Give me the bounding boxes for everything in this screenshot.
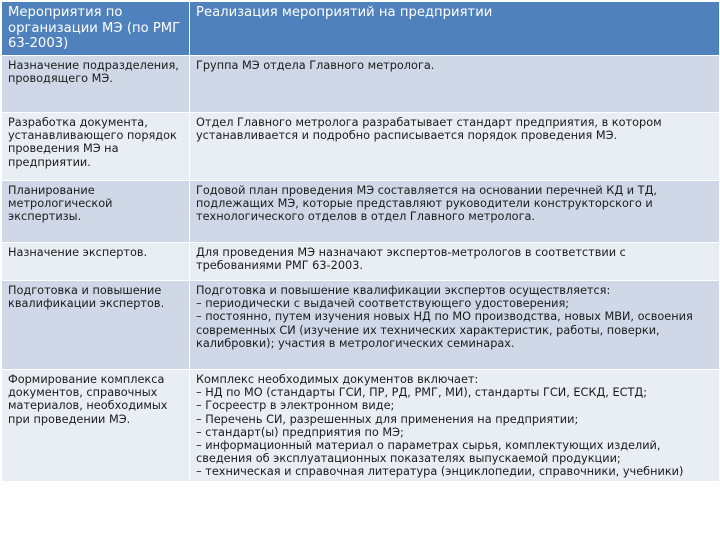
- implementation-line: – постоянно, путем изучения новых НД по МО производства, новых МВИ, освоения современных СИ (изучение их технических характеристик, работы, поверки, калибровки); участия в метрологических семинарах.: [196, 310, 693, 350]
- implementation-line: Для проведения МЭ назначают экспертов-метрологов в соответствии с требованиями РМГ 63-2003.: [196, 246, 626, 273]
- implementation-line: – НД по МО (стандарты ГСИ, ПР, РД, РМГ, МИ), стандарты ГСИ, ЕСКД, ЕСТД;: [196, 386, 648, 400]
- table-row: [2, 243, 720, 281]
- implementation-cell: [190, 243, 720, 281]
- implementation-line: – Перечень СИ, разрешенных для применения на предприятии;: [196, 412, 579, 426]
- table-row: [2, 370, 720, 482]
- activity-cell: Разработка документа, устанавливающего порядок проведения МЭ на предприятии.: [2, 113, 190, 181]
- activity-cell: Подготовка и повышение квалификации экспертов.: [2, 281, 190, 370]
- activity-cell: Формирование комплекса документов, справочных материалов, необходимых при проведении МЭ.: [2, 370, 190, 482]
- implementation-cell: [190, 181, 720, 243]
- implementation-line: Комплекс необходимых документов включает:: [196, 373, 479, 386]
- metrology-expertise-table: [1, 1, 720, 482]
- table-row: [2, 281, 720, 370]
- table-row: [2, 181, 720, 243]
- implementation-cell: [190, 281, 720, 370]
- header-activities: Мероприятия по организации МЭ (по РМГ 63-2003): [2, 2, 190, 56]
- implementation-line: Отдел Главного метролога разрабатывает стандарт предприятия, в котором устанавливается и подробно расписывается порядок проведения МЭ.: [196, 116, 662, 143]
- implementation-cell: [190, 113, 720, 181]
- activity-cell: Назначение экспертов.: [2, 243, 190, 281]
- table-header-row: [2, 2, 720, 56]
- table-row: [2, 113, 720, 181]
- implementation-cell: [190, 56, 720, 113]
- table-row: [2, 56, 720, 113]
- implementation-line: Группа МЭ отдела Главного метролога.: [196, 59, 435, 72]
- header-implementation: Реализация мероприятий на предприятии: [190, 2, 720, 56]
- implementation-line: – техническая и справочная литература (энциклопедии, справочники, учебники): [196, 465, 684, 479]
- implementation-line: – стандарт(ы) предприятия по МЭ;: [196, 425, 404, 439]
- implementation-cell: [190, 370, 720, 482]
- implementation-line: Годовой план проведения МЭ составляется на основании перечней КД и ТД, подлежащих МЭ, которые представляют руководители конструкторского и технологического отделов в отдел Главного метролога.: [196, 184, 657, 224]
- activity-cell: Планирование метрологической экспертизы.: [2, 181, 190, 243]
- implementation-line: – периодически с выдачей соответствующего удостоверения;: [196, 297, 570, 311]
- implementation-line: – информационный материал о параметрах сырья, комплектующих изделий, сведения об эксплуатационных показателях выпускаемой продукции;: [196, 439, 661, 466]
- activity-cell: Назначение подразделения, проводящего МЭ.: [2, 56, 190, 113]
- implementation-line: – Госреестр в электронном виде;: [196, 399, 395, 413]
- implementation-line: Подготовка и повышение квалификации экспертов осуществляется:: [196, 284, 611, 297]
